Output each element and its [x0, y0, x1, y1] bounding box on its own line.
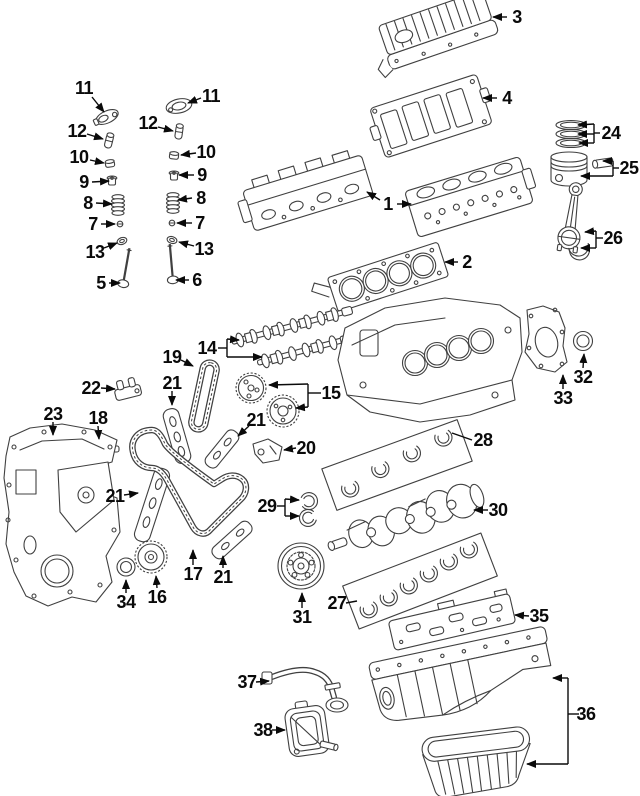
callout-label-21: 21 — [105, 486, 125, 506]
callout-label-5: 5 — [96, 273, 106, 293]
callout-label-8: 8 — [196, 188, 206, 208]
camshaft-bracket-part — [112, 376, 142, 401]
callout-label-33: 33 — [553, 388, 573, 408]
callout-label-9: 9 — [197, 165, 207, 185]
spring-seat-part — [169, 151, 179, 159]
rear-seal-retainer-part — [525, 306, 567, 372]
rocker-arm-part — [165, 96, 193, 115]
callout-label-9: 9 — [79, 172, 89, 192]
callout-label-17: 17 — [183, 564, 203, 584]
callout-arrow — [256, 681, 269, 682]
cam-timing-gear-part — [267, 395, 299, 427]
valve-part — [164, 244, 178, 285]
callout-arrow — [92, 181, 109, 182]
cam-timing-gear-part — [236, 373, 266, 403]
callout-arrow — [515, 615, 529, 616]
callout-arrow — [296, 407, 308, 408]
chain-guide-part — [203, 427, 242, 470]
callout-label-19: 19 — [162, 347, 182, 367]
callout-label-8: 8 — [83, 193, 93, 213]
timing-cover-part — [4, 424, 120, 606]
oil-pan-lower-part — [421, 726, 536, 796]
callout-label-24: 24 — [601, 123, 621, 143]
callout-label-10: 10 — [196, 142, 216, 162]
callout-arrow — [285, 499, 299, 500]
callout-label-11: 11 — [74, 78, 94, 98]
rocker-arm-part — [92, 106, 121, 128]
callout-arrow — [96, 203, 112, 204]
callout-label-11: 11 — [201, 86, 221, 106]
valve-keeper-part — [117, 221, 123, 227]
rear-main-seal-part — [574, 332, 593, 351]
callout-label-18: 18 — [88, 408, 108, 428]
callout-label-10: 10 — [69, 147, 89, 167]
valve-part — [117, 247, 135, 288]
callout-arrow — [583, 354, 584, 368]
callout-label-3: 3 — [512, 7, 522, 27]
callout-label-12: 12 — [138, 113, 158, 133]
spring-seat-part — [105, 159, 115, 167]
engine-block-part — [338, 298, 522, 422]
callout-arrow — [269, 384, 308, 385]
callout-label-14: 14 — [197, 338, 217, 358]
callout-label-6: 6 — [192, 270, 202, 290]
lash-adjuster-part — [175, 123, 184, 139]
callout-arrow — [101, 388, 115, 389]
callout-label-15: 15 — [321, 383, 341, 403]
callout-arrow — [181, 360, 193, 366]
callout-arrow — [227, 339, 239, 340]
callout-label-21: 21 — [246, 410, 266, 430]
callout-label-1: 1 — [383, 194, 393, 214]
callout-label-34: 34 — [116, 592, 136, 612]
callout-arrow — [178, 198, 192, 200]
callout-arrow — [158, 127, 173, 131]
callout-label-30: 30 — [488, 500, 508, 520]
piston-pin-part — [592, 158, 613, 169]
crank-sprocket-part — [135, 541, 167, 573]
cylinder-head-left-part — [232, 146, 373, 233]
callout-label-13: 13 — [85, 242, 105, 262]
callout-label-38: 38 — [253, 720, 273, 740]
cylinder-head-right-part — [405, 154, 540, 237]
callout-arrow — [585, 231, 596, 232]
callout-label-4: 4 — [502, 88, 512, 108]
callout-label-22: 22 — [81, 378, 101, 398]
callout-label-21: 21 — [213, 567, 233, 587]
callout-label-35: 35 — [529, 606, 549, 626]
callout-arrow — [578, 124, 594, 125]
front-crank-seal-part — [117, 558, 135, 576]
callout-label-7: 7 — [88, 214, 98, 234]
callout-arrow — [92, 97, 104, 112]
valve-keeper-part — [169, 220, 175, 226]
callout-label-29: 29 — [257, 496, 277, 516]
secondary-timing-chain-part — [190, 361, 218, 430]
callout-arrow — [179, 242, 194, 246]
callout-label-32: 32 — [573, 367, 593, 387]
tensioner-arm-part — [253, 439, 282, 463]
connecting-rod-part — [556, 181, 587, 253]
callout-label-20: 20 — [296, 438, 316, 458]
piston-part — [551, 152, 587, 186]
callout-label-37: 37 — [237, 672, 257, 692]
valve-spring-part — [167, 193, 180, 214]
callout-label-28: 28 — [473, 430, 493, 450]
callout-label-26: 26 — [603, 228, 623, 248]
callout-arrow — [284, 448, 296, 450]
callout-label-23: 23 — [43, 404, 63, 424]
camshaft-housing-part — [364, 72, 498, 160]
thrust-washer-part — [296, 507, 319, 530]
callout-arrow — [124, 493, 138, 495]
callout-label-31: 31 — [292, 607, 312, 627]
callout-arrow — [181, 153, 196, 155]
crank-pulley-part — [278, 543, 324, 589]
callout-label-36: 36 — [576, 704, 596, 724]
callout-label-7: 7 — [195, 213, 205, 233]
callout-label-12: 12 — [67, 121, 87, 141]
callout-label-2: 2 — [462, 252, 472, 272]
callout-arrow — [104, 243, 117, 248]
valve-seal-part — [166, 235, 177, 244]
callout-label-16: 16 — [147, 587, 167, 607]
callout-label-25: 25 — [619, 158, 639, 178]
callout-arrow — [87, 134, 103, 139]
callout-arrow — [90, 160, 104, 163]
valve-spring-part — [112, 195, 125, 216]
callout-label-13: 13 — [194, 239, 214, 259]
lash-adjuster-part — [104, 132, 114, 148]
callout-label-27: 27 — [327, 593, 347, 613]
spring-retainer-part — [169, 171, 179, 180]
callout-label-21: 21 — [162, 373, 182, 393]
valve-seal-part — [116, 236, 128, 246]
thrust-washer-part — [299, 490, 320, 512]
valve-cover-part — [365, 0, 501, 79]
